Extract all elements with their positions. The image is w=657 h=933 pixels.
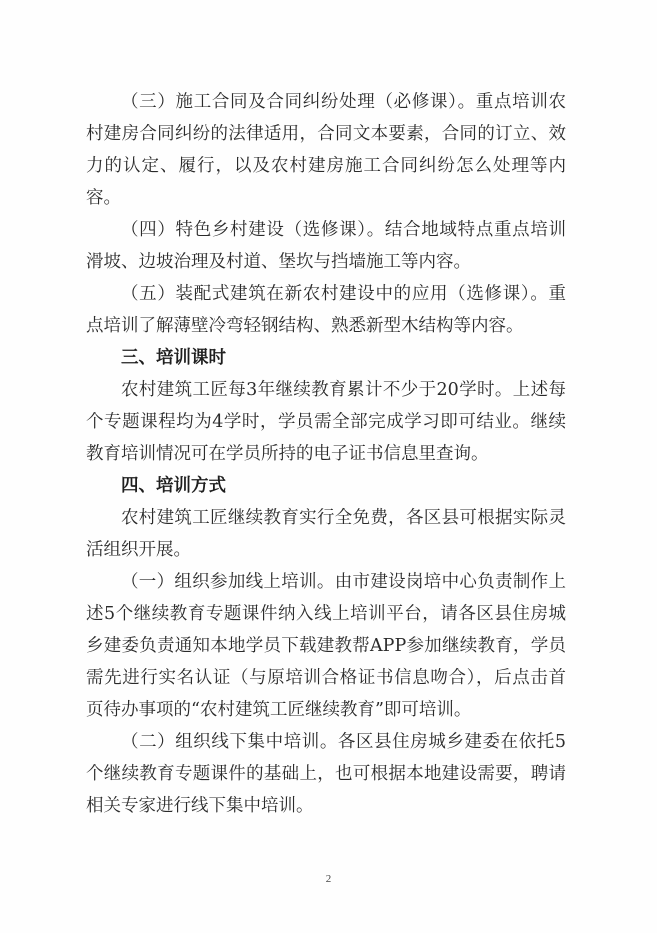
section-heading-training-methods: 四、培训方式	[121, 476, 226, 496]
page-number: 2	[325, 873, 332, 885]
paragraph-training-hours: 农村建筑工匠每3年继续教育累计不少于20学时。上述每个专题课程均为4学时，学员需全部完成学习即可结业。继续教育培训情况可在学员所持的电子证书信息里查询。	[86, 380, 566, 464]
section-heading-training-hours: 三、培训课时	[121, 348, 226, 368]
paragraph-prefab-buildings: （五）装配式建筑在新农村建设中的应用（选修课）。重点培训了解薄壁冷弯轻钢结构、熟悉新型木结构等内容。	[86, 284, 566, 336]
document-body	[86, 86, 566, 822]
paragraph-online-training: （一）组织参加线上培训。由市建设岗培中心负责制作上述5个继续教育专题课件纳入线上培训平台，请各区县住房城乡建委负责通知本地学员下载建教帮APP参加继续教育，学员需先进行实名认证（与原培训合格证书信息吻合），后点击首页待办事项的“农村建筑工匠继续教育”即可培训。	[86, 572, 566, 720]
paragraph-offline-training: （二）组织线下集中培训。各区县住房城乡建委在依托5个继续教育专题课件的基础上，也可根据本地建设需要，聘请相关专家进行线下集中培训。	[86, 732, 566, 816]
paragraph-rural-construction: （四）特色乡村建设（选修课）。结合地域特点重点培训滑坡、边坡治理及村道、堡坎与挡墙施工等内容。	[86, 220, 566, 272]
paragraph-free-training: 农村建筑工匠继续教育实行全免费，各区县可根据实际灵活组织开展。	[86, 508, 566, 560]
paragraph-contract-disputes: （三）施工合同及合同纠纷处理（必修课）。重点培训农村建房合同纠纷的法律适用，合同文本要素，合同的订立、效力的认定、履行，以及农村建房施工合同纠纷怎么处理等内容。	[86, 92, 566, 208]
